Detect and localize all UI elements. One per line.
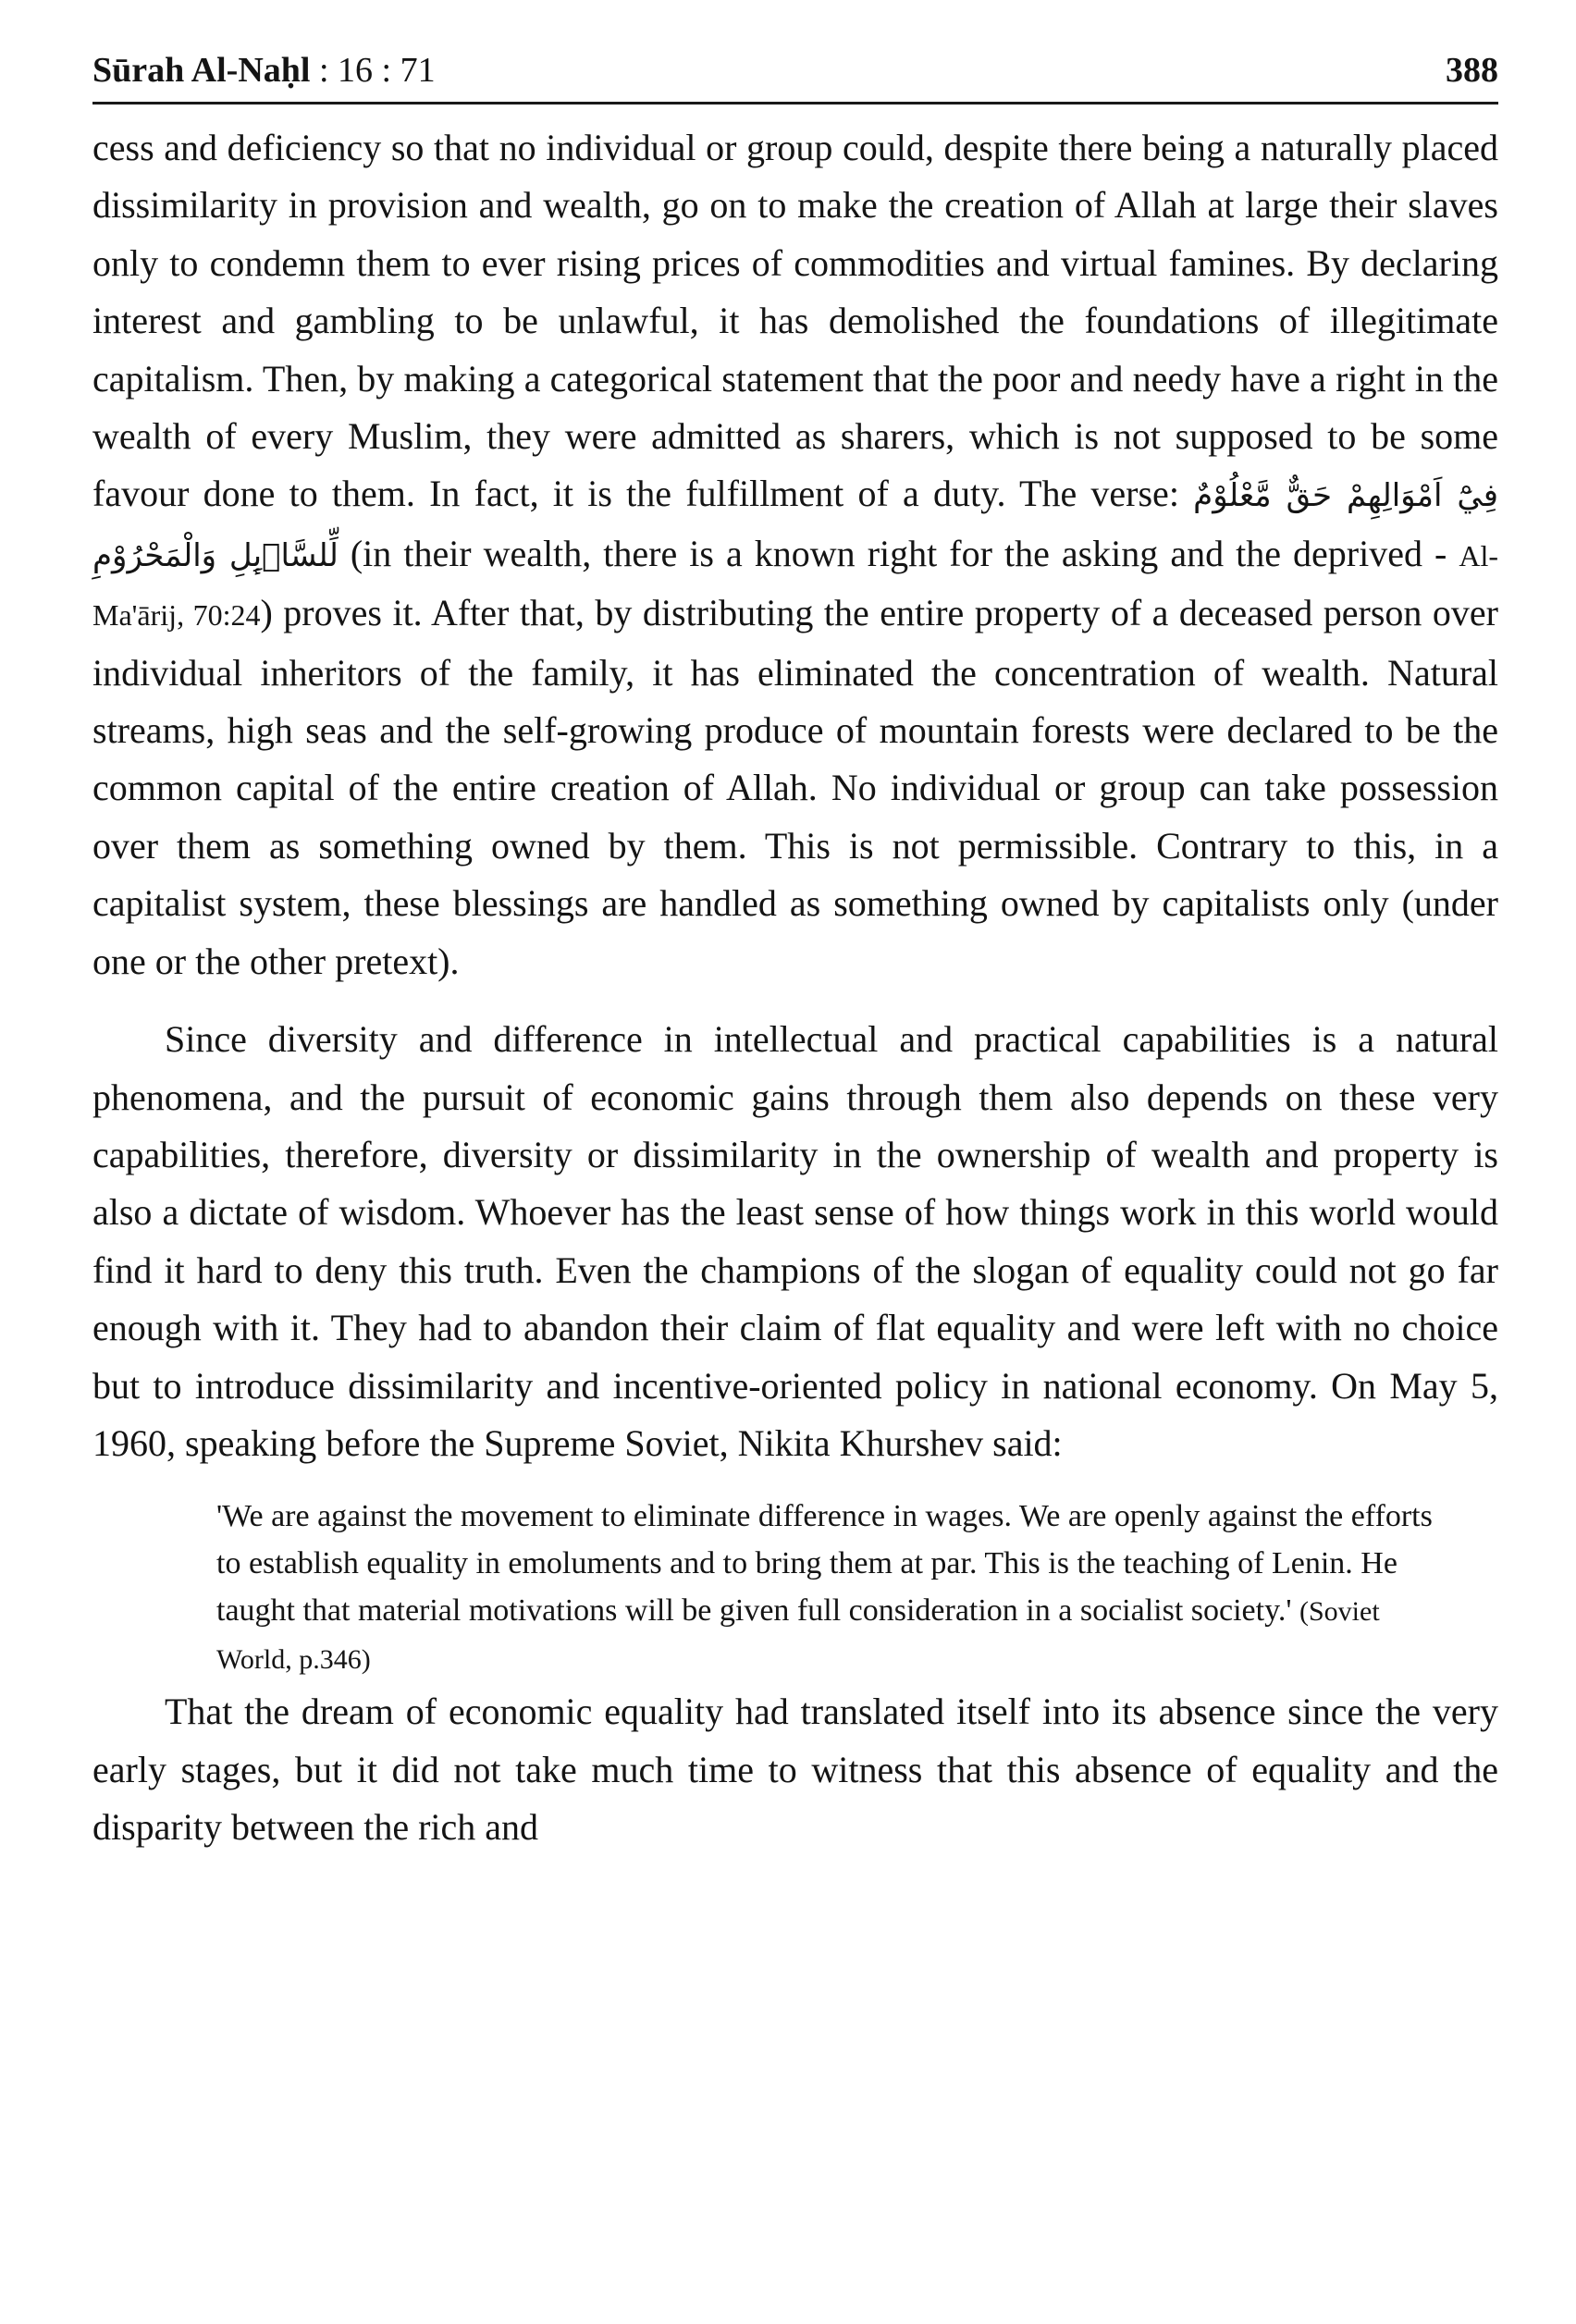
arabic-verse: فِيْٓ اَمْوَالِهِمْ حَقٌّ مَّعْلُوْمٌ لِّلسَّاۗىِٕلِ وَالْمَحْرُوْمِ xyxy=(92,477,1499,574)
surah-citation: Al-Ma'ārij, 70:24 xyxy=(92,538,1498,633)
running-title xyxy=(92,50,436,91)
paragraph-3: That the dream of economic equality had translated itself into its absence since the very early stages, but it did not take much time to witness that this absence of equality and the disparity between the rich and xyxy=(92,1691,1498,1849)
running-header xyxy=(92,37,1498,105)
page-number: 388 xyxy=(1446,51,1498,90)
body-text xyxy=(92,119,1498,1857)
paragraph-1-part-1: cess and deficiency so that no individual or group could, despite there being a naturally placed dissimilarity in provision and wealth, go on to make the creation of Allah at large their slaves only to condemn them to ever rising prices of commodities and virtual famines. By declaring interest and gambling to be unlawful, it has demolished the foundations of illegitimate capitalism. Then, by making a categorical statement that the poor and needy have a right in the wealth of every Muslim, they were admitted as sharers, which is not supposed to be some favour done to them. In fact, it is the fulfillment of a duty. The verse: xyxy=(92,127,1498,515)
quote-source: (Soviet World, p.346) xyxy=(216,1596,1380,1676)
paragraph-1-part-2: (in their wealth, there is a known right for the asking and the deprived - xyxy=(338,532,1459,574)
paragraph-1-part-3: ) proves it. After that, by distributing the entire property of a deceased person over individual inheritors of the family, it has eliminated the concentration of wealth. Natural streams, high seas and the self-growing produce of mountain forests were declared to be the common capital of the entire creation of Allah. No individual or group can take possession over them as something owned by them. This is not permissible. Contrary to this, in a capitalist system, these blessings are handled as something owned by capitalists only (under one or the other pretext). xyxy=(92,592,1498,982)
quote-text: 'We are against the movement to eliminate difference in wages. We are openly against the efforts to establish equality in emoluments and to bring them at par. This is the teaching of Lenin. He taught that material motivations will be given full consideration in a socialist society.' xyxy=(216,1499,1433,1629)
paragraph-2: Since diversity and difference in intellectual and practical capabilities is a natural phenomena, and the pursuit of economic gains through them also depends on these very capabilities, therefore, diversity or dissimilarity in the ownership of wealth and property is also a dictate of wisdom. Whoever has the least sense of how things work in this world would find it hard to deny this truth. Even the champions of the slogan of equality could not go far enough with it. They had to abandon their claim of flat equality and were left with no choice but to introduce dissimilarity and incentive-oriented policy in national economy. On May 5, 1960, speaking before the Supreme Soviet, Nikita Khurshev said: xyxy=(92,1018,1498,1464)
book-page xyxy=(92,37,1498,1857)
surah-name: Sūrah Al-Naḥl xyxy=(92,51,311,90)
block-quote xyxy=(216,1493,1459,1683)
verse-reference: : 16 : 71 xyxy=(318,51,436,90)
paragraph-continuation xyxy=(92,119,1498,990)
